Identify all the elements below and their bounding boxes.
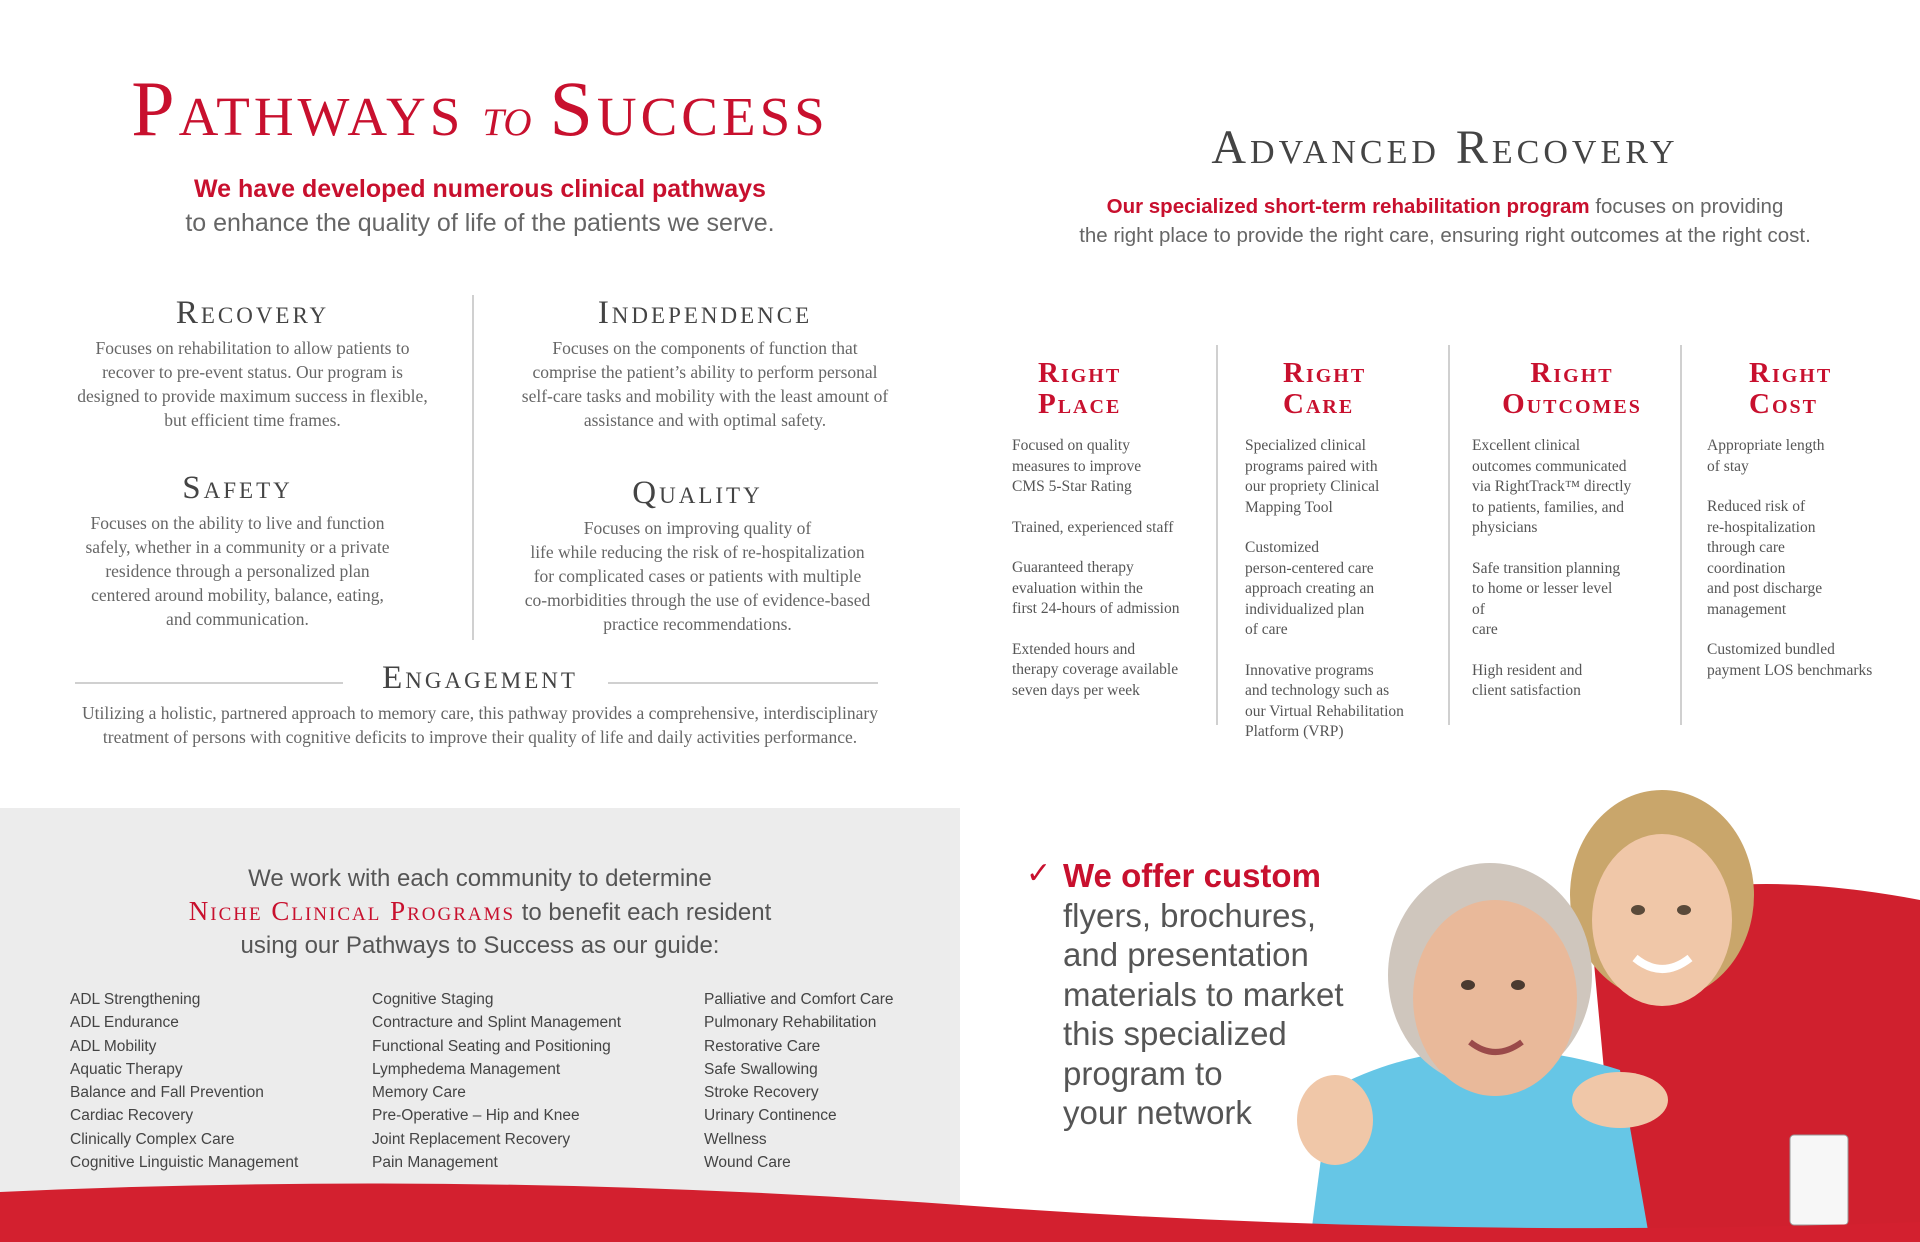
column-divider [1448, 345, 1450, 725]
list-item: Cognitive Staging [372, 991, 494, 1008]
pathway-vertical-divider [472, 295, 474, 640]
custom-callout-bold: We offer custom [1063, 857, 1321, 894]
list-item: Excellent clinical outcomes communicated via RightTrack™ directly to patients, families, and physicians [1472, 437, 1632, 536]
list-item: Extended hours and therapy coverage available seven days per week [1012, 640, 1179, 699]
list-item: ADL Mobility [70, 1037, 157, 1055]
pathway-safety [45, 470, 430, 631]
checkmark-icon: ✓ [1026, 857, 1052, 890]
right-care-title: Right Care [1283, 357, 1367, 420]
list-item: Stroke Recovery [704, 1084, 819, 1102]
title-word-to: to [482, 86, 532, 148]
list-item: Trained, experienced staff [1012, 518, 1174, 536]
list-item: High resident and client satisfaction [1472, 661, 1583, 699]
list-item: Wellness [704, 1130, 767, 1148]
right-cost-column [1707, 358, 1907, 701]
pathway-independence [495, 295, 915, 432]
list-item: Focused on quality measures to improve CMS 5-Star Rating [1012, 437, 1142, 495]
list-item: Specialized clinical programs paired with our propriety Clinical Mapping Tool [1245, 437, 1380, 516]
pathway-title: Independence [597, 295, 813, 331]
list-item: Pulmonary Rehabilitation [704, 1014, 877, 1032]
list-item: Palliative and Comfort Care [704, 991, 894, 1008]
right-care-column [1245, 358, 1445, 763]
patient-face [1413, 900, 1577, 1096]
right-outcomes-title: Right Outcomes [1502, 357, 1642, 420]
right-outcomes-column [1472, 358, 1672, 722]
pathway-description: Utilizing a holistic, partnered approach to memory care, this pathway provides a comprehensive, interdisciplinary treatment of persons with cognitive deficits to improve their quality of life and daily activities performance. [82, 703, 878, 747]
list-item: Lymphedema Management [372, 1060, 561, 1078]
list-item: Joint Replacement Recovery [372, 1130, 571, 1148]
list-item: Guaranteed therapy evaluation within the first 24-hours of admission [1012, 559, 1180, 617]
list-item: Memory Care [372, 1084, 466, 1102]
column-divider [1680, 345, 1682, 725]
list-item: Urinary Continence [704, 1107, 837, 1125]
list-item: Aquatic Therapy [70, 1060, 183, 1078]
list-item: ADL Strengthening [70, 991, 201, 1008]
list-item: Restorative Care [704, 1037, 821, 1055]
custom-materials-callout: ✓ We offer custom flyers, brochures, and presentation materials to market this specialized program to your network [1030, 856, 1360, 1133]
advanced-recovery-subtitle: Our specialized short-term rehabilitation program focuses on providing the right place to provide the right care, ensuring right outcomes at the right cost. [1079, 195, 1811, 247]
list-item: Functional Seating and Positioning [372, 1037, 611, 1055]
list-item: Customized person-centered care approach creating an individualized plan of care [1245, 539, 1375, 638]
pathway-description: Focuses on improving quality of life while reducing the risk of re-hospitalization for complicated cases or patients with multiple co-morbidities through the use of evidence-based practice recommendations. [524, 518, 871, 634]
list-item: Innovative programs and technology such as our Virtual Rehabilitation Platform (VRP) [1245, 661, 1404, 740]
list-item: Pre-Operative – Hip and Knee [372, 1107, 580, 1125]
pathways-subtitle [60, 172, 900, 240]
pathway-description: Focuses on the ability to live and function safely, whether in a community or a private residence through a personalized plan centered around mobility, balance, eating, and communication. [85, 513, 390, 629]
pathway-title: Quality [632, 475, 763, 511]
list-item: Cognitive Linguistic Management [70, 1154, 299, 1172]
list-item: Contracture and Splint Management [372, 1014, 622, 1032]
list-item: Pain Management [372, 1154, 498, 1172]
right-cost-title: Right Cost [1749, 357, 1833, 420]
list-item: ADL Endurance [70, 1014, 179, 1032]
pathway-quality [495, 475, 900, 636]
program-list-col1 [70, 988, 298, 1174]
pathway-description: Focuses on rehabilitation to allow patients to recover to pre-event status. Our program is designed to provide maximum success in flexible, but efficient time frames. [77, 338, 428, 430]
pathway-title: Engagement [382, 660, 578, 696]
list-item: Customized bundled payment LOS benchmarks [1707, 641, 1873, 679]
pathway-title: Recovery [175, 295, 330, 331]
list-item: Reduced risk of re-hospitalization through care coordination and post discharge management [1707, 498, 1823, 618]
list-item: Cardiac Recovery [70, 1107, 194, 1125]
right-place-title: Right Place [1038, 357, 1122, 420]
caregiver-hand [1572, 1072, 1668, 1128]
column-divider [1216, 345, 1218, 725]
program-list-col2 [372, 988, 621, 1174]
pathways-title [60, 65, 900, 152]
list-item: Safe transition planning to home or lesser level of care [1472, 559, 1621, 638]
title-word-pathways: Pathways [131, 65, 465, 152]
niche-highlight: Niche Clinical Programs [188, 896, 516, 926]
list-item: Clinically Complex Care [70, 1130, 235, 1148]
caregiver-face [1592, 834, 1732, 1006]
list-item: Safe Swallowing [704, 1060, 818, 1078]
pathway-recovery [55, 295, 450, 432]
list-item: Wound Care [704, 1154, 791, 1172]
pathways-subtitle-light: to enhance the quality of life of the patients we serve. [185, 209, 775, 237]
right-place-column [1012, 358, 1212, 721]
list-item: Balance and Fall Prevention [70, 1084, 264, 1102]
program-list-col3 [704, 988, 894, 1174]
pathway-description: Focuses on the components of function that comprise the patient’s ability to perform personal self-care tasks and mobility with the least amount of assistance and with optimal safety. [521, 338, 889, 430]
list-item: Appropriate length of stay [1707, 437, 1825, 475]
pathway-engagement [40, 660, 920, 749]
pathway-title: Safety [182, 470, 293, 506]
niche-programs-heading: We work with each community to determine Niche Clinical Programs to benefit each resident using our Pathways to Success as our guide: [188, 865, 772, 959]
title-word-success: Success [549, 65, 829, 152]
bottom-wave [0, 1150, 1920, 1242]
pathways-subtitle-bold: We have developed numerous clinical pathways [194, 175, 766, 203]
advanced-recovery-title: Advanced Recovery [1211, 121, 1679, 174]
